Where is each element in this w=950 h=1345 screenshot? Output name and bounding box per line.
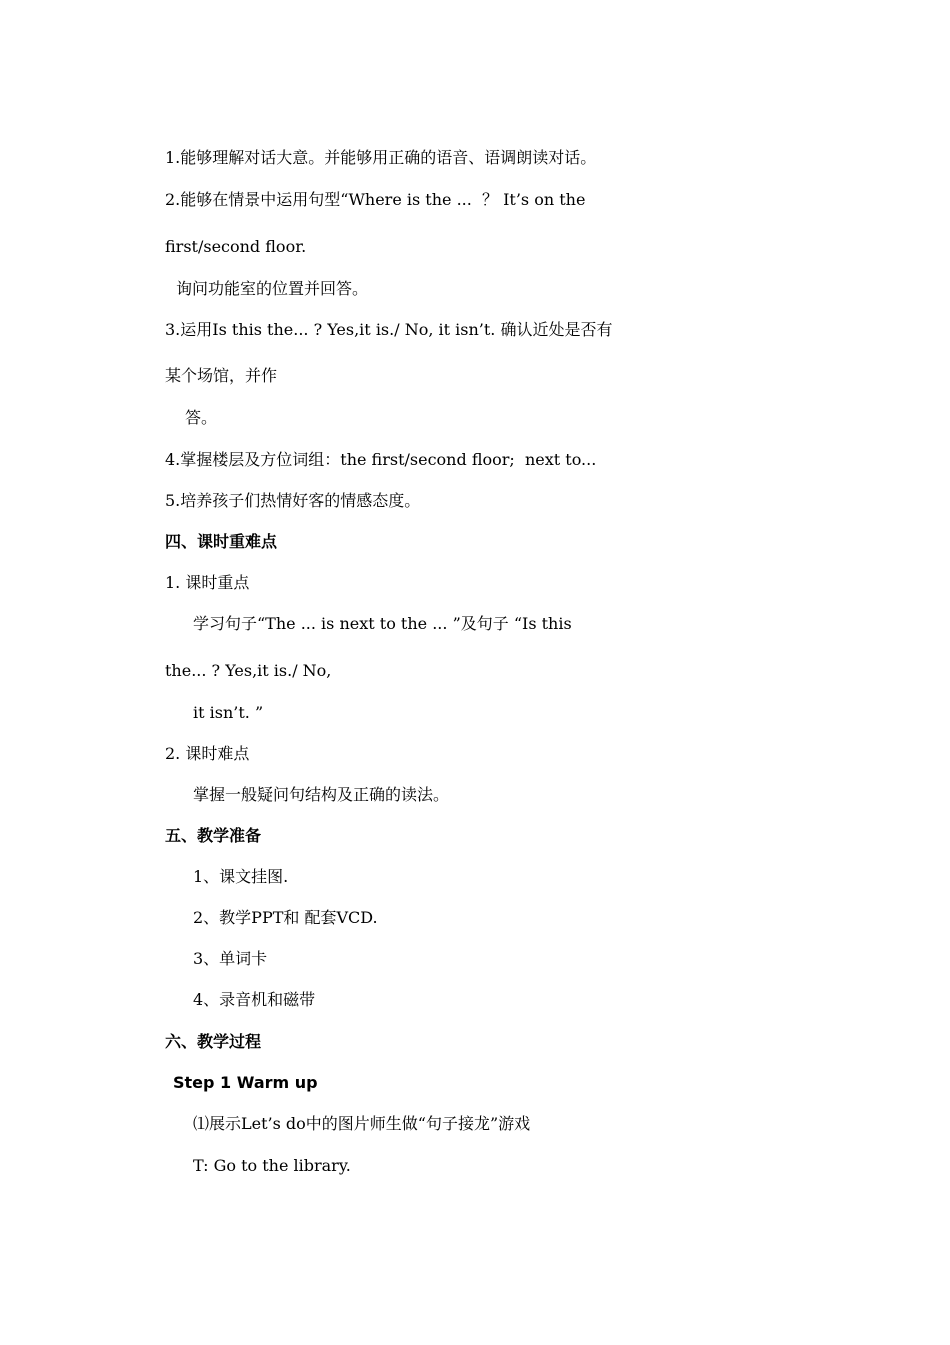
difficulty-heading: 2. 课时难点 <box>165 744 250 763</box>
objective-5: 5.培养孩子们热情好客的情感态度。 <box>165 491 421 510</box>
process-line-1: ⑴展示Let’s do中的图片师生做“句子接龙”游戏 <box>193 1114 531 1133</box>
objective-2-cont: first/second floor. <box>165 237 307 256</box>
key-points-line-3: it isn’t. ” <box>193 703 264 722</box>
objective-4: 4.掌握楼层及方位词组：the first/second floor; next to... <box>165 450 597 469</box>
key-points-heading: 1. 课时重点 <box>165 573 250 592</box>
objective-3-cont2: 答。 <box>185 408 218 427</box>
difficulty-text: 掌握一般疑问句结构及正确的读法。 <box>193 785 450 804</box>
section-4-heading: 四、课时重难点 <box>165 532 278 551</box>
objective-3: 3.运用Is this the... ? Yes,it is./ No, it isn’t. 确认近处是否有 <box>165 320 613 339</box>
prep-item-1: 1、课文挂图. <box>193 867 289 886</box>
process-line-2: T: Go to the library. <box>193 1156 351 1175</box>
section-6-heading: 六、教学过程 <box>165 1032 262 1051</box>
objective-2-cont2: 询问功能室的位置并回答。 <box>176 279 369 298</box>
prep-item-4: 4、录音机和磁带 <box>193 990 316 1009</box>
objective-3-cont: 某个场馆，并作 <box>165 366 278 385</box>
key-points-line-1: 学习句子“The ... is next to the ... ”及句子 “Is this <box>193 614 572 633</box>
prep-item-3: 3、单词卡 <box>193 949 268 968</box>
key-points-line-2: the... ? Yes,it is./ No, <box>165 661 332 680</box>
objective-2: 2.能够在情景中运用句型“Where is the ... ？ It’s on the <box>165 190 586 209</box>
step-1-heading: Step 1 Warm up <box>173 1073 318 1092</box>
section-5-heading: 五、教学准备 <box>165 826 262 845</box>
prep-item-2: 2、教学PPT和 配套VCD. <box>193 908 378 927</box>
objective-1: 1.能够理解对话大意。并能够用正确的语音、语调朗读对话。 <box>165 148 597 167</box>
